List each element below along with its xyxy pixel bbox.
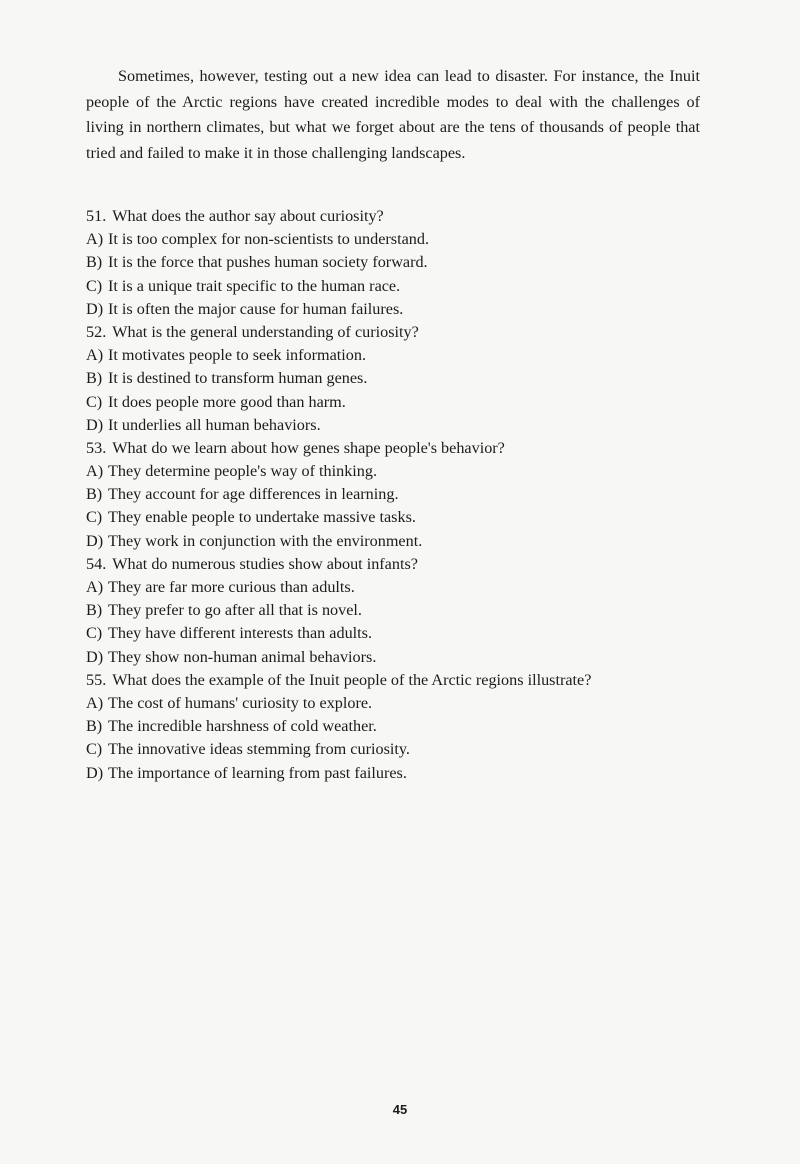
option-d bbox=[86, 762, 726, 785]
option-c bbox=[86, 506, 726, 529]
question-list bbox=[86, 205, 726, 785]
option-d bbox=[86, 646, 726, 669]
option-text: They determine people's way of thinking. bbox=[108, 462, 378, 481]
option-text: The importance of learning from past failures. bbox=[108, 763, 407, 782]
option-a bbox=[86, 344, 726, 367]
option-d bbox=[86, 530, 726, 553]
option-letter: C) bbox=[86, 508, 103, 527]
option-c bbox=[86, 738, 726, 761]
option-letter: D) bbox=[86, 647, 104, 666]
option-letter: A) bbox=[86, 462, 104, 481]
option-text: It is too complex for non-scientists to understand. bbox=[108, 230, 429, 249]
option-letter: B) bbox=[86, 717, 103, 736]
option-letter: B) bbox=[86, 601, 103, 620]
option-letter: C) bbox=[86, 276, 103, 295]
option-text: They have different interests than adults. bbox=[108, 624, 373, 643]
option-letter: C) bbox=[86, 392, 103, 411]
option-text: It is destined to transform human genes. bbox=[108, 369, 368, 388]
option-letter: A) bbox=[86, 578, 104, 596]
question-number: 54. bbox=[86, 554, 107, 573]
option-letter: B) bbox=[86, 485, 103, 504]
option-a bbox=[86, 460, 726, 483]
question-53 bbox=[86, 437, 726, 553]
option-text: It is the force that pushes human society forward. bbox=[108, 253, 428, 272]
question-stem bbox=[86, 553, 726, 576]
option-c bbox=[86, 622, 726, 645]
option-text: They are far more curious than adults. bbox=[108, 578, 355, 596]
question-stem bbox=[86, 321, 726, 344]
question-52 bbox=[86, 321, 726, 437]
question-number: 55. bbox=[86, 670, 107, 689]
option-text: It does people more good than harm. bbox=[108, 392, 346, 411]
option-letter: B) bbox=[86, 253, 103, 272]
option-b bbox=[86, 715, 726, 738]
question-stem bbox=[86, 669, 726, 692]
question-55 bbox=[86, 669, 726, 785]
option-a bbox=[86, 692, 726, 715]
option-text: They account for age differences in learning. bbox=[108, 485, 399, 504]
question-54 bbox=[86, 553, 726, 669]
option-letter: A) bbox=[86, 230, 104, 249]
question-text: What do we learn about how genes shape people's behavior? bbox=[112, 438, 505, 457]
option-letter: D) bbox=[86, 531, 104, 550]
question-text: What do numerous studies show about infants? bbox=[112, 554, 418, 573]
option-letter: B) bbox=[86, 369, 103, 388]
option-c bbox=[86, 391, 726, 414]
option-text: The innovative ideas stemming from curiosity. bbox=[108, 740, 410, 759]
option-b bbox=[86, 483, 726, 506]
question-stem bbox=[86, 205, 726, 228]
option-text: They enable people to undertake massive tasks. bbox=[108, 508, 416, 527]
question-number: 52. bbox=[86, 322, 107, 341]
option-text: The incredible harshness of cold weather. bbox=[108, 717, 377, 736]
option-letter: A) bbox=[86, 693, 104, 712]
passage-paragraph: Sometimes, however, testing out a new idea can lead to disaster. For instance, the Inuit people of the Arctic regions have created incredible modes to deal with the challenges of living in northern climates, but what we forget about are the tens of thousands of people that tried and failed to make it in those challenging landscapes. bbox=[86, 67, 700, 162]
option-letter: D) bbox=[86, 763, 104, 782]
option-letter: C) bbox=[86, 624, 103, 643]
question-text: What is the general understanding of curiosity? bbox=[112, 322, 419, 341]
option-c bbox=[86, 275, 726, 298]
option-letter: A) bbox=[86, 346, 104, 365]
option-text: They work in conjunction with the environment. bbox=[108, 531, 423, 550]
option-d bbox=[86, 298, 726, 321]
question-text: What does the example of the Inuit people of the Arctic regions illustrate? bbox=[112, 670, 592, 689]
option-text: They show non-human animal behaviors. bbox=[108, 647, 377, 666]
option-text: They prefer to go after all that is novel. bbox=[108, 601, 362, 620]
option-b bbox=[86, 367, 726, 390]
question-number: 53. bbox=[86, 438, 107, 457]
question-number: 51. bbox=[86, 207, 107, 225]
option-b bbox=[86, 599, 726, 622]
option-a bbox=[86, 228, 726, 251]
question-51 bbox=[86, 205, 726, 321]
option-b bbox=[86, 251, 726, 274]
option-text: It motivates people to seek information. bbox=[108, 346, 367, 365]
option-letter: C) bbox=[86, 740, 103, 759]
option-letter: D) bbox=[86, 415, 104, 434]
option-text: The cost of humans' curiosity to explore. bbox=[108, 693, 373, 712]
option-text: It underlies all human behaviors. bbox=[108, 415, 321, 434]
option-a bbox=[86, 576, 726, 599]
page-number: 45 bbox=[392, 1102, 408, 1117]
question-stem bbox=[86, 437, 726, 460]
option-d bbox=[86, 414, 726, 437]
option-letter: D) bbox=[86, 299, 104, 318]
option-text: It is a unique trait specific to the human race. bbox=[108, 276, 401, 295]
question-text: What does the author say about curiosity? bbox=[112, 207, 384, 225]
option-text: It is often the major cause for human failures. bbox=[108, 299, 404, 318]
